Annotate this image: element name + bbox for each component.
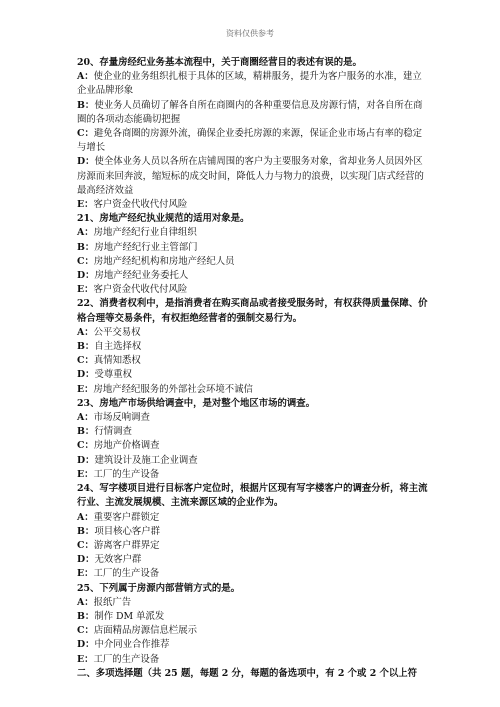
- option-text: 游离客户群界定: [93, 539, 160, 551]
- option-label: A：: [77, 412, 94, 424]
- option-text: 房地产经纪机构和房地产经纪人员: [93, 255, 235, 267]
- option-label: E：: [77, 284, 94, 296]
- question-stem: 25、下列属于房源内部营销方式的是。: [77, 582, 241, 594]
- option-e: [77, 468, 429, 482]
- option-label: D：: [77, 270, 95, 282]
- option-d: [77, 638, 429, 652]
- option-label: E：: [77, 383, 94, 395]
- question-25: [77, 582, 429, 667]
- option-text: 自主选择权: [94, 341, 142, 353]
- option-text: 受尊重权: [94, 369, 133, 381]
- option-text: 工厂的生产设备: [93, 653, 160, 665]
- option-text: 无效客户群: [94, 554, 142, 566]
- option-text: 中介同业合作推荐: [94, 639, 170, 651]
- option-e: [77, 567, 429, 581]
- option-text: 避免各商圈的房源外流，确保企业委托房源的来源，保证企业市场占有率的稳定与增长: [77, 128, 422, 154]
- option-label: B：: [77, 525, 95, 537]
- question-22: [77, 297, 429, 396]
- option-d: [77, 368, 429, 382]
- option-label: E：: [77, 199, 94, 211]
- question-stem: 23、房地产市场供给调查中，是对整个地区市场的调查。: [77, 397, 316, 409]
- option-b: [77, 610, 429, 624]
- option-label: D：: [77, 554, 95, 566]
- option-label: C：: [77, 440, 94, 452]
- document-body: [77, 56, 429, 681]
- option-a: [77, 411, 429, 425]
- option-text: 建筑设计及施工企业调查: [94, 454, 198, 466]
- option-text: 市场反响调查: [93, 412, 150, 424]
- option-label: A：: [77, 326, 94, 338]
- option-label: C：: [77, 128, 94, 140]
- option-text: 客户资金代收代付风险: [93, 199, 188, 211]
- option-label: B：: [77, 99, 95, 111]
- option-text: 房地产经纪行业自律组织: [93, 227, 197, 239]
- option-b: [77, 525, 429, 539]
- option-text: 使全体业务人员以各所在店铺周围的客户为主要服务对象，省却业务人员因外区房源而来回奔波，缩短标的成交时间，降低人力与物力的浪费，以实现门店式经营的最高经济效益: [77, 156, 424, 196]
- question-stem: 24、写字楼项目进行目标客户定位时，根据片区现有写字楼客户的调查分析，将主流行业、主流发展规模、主流来源区域的企业作为。: [77, 483, 428, 509]
- option-text: 使业务人员确切了解各自所在商圈内的各种重要信息及房源行情，对各自所在商圈的各项动态能确切把握: [77, 99, 423, 125]
- option-c: [77, 255, 429, 269]
- option-label: D：: [77, 639, 95, 651]
- option-d: [77, 454, 429, 468]
- option-label: D：: [77, 369, 95, 381]
- option-label: B：: [77, 241, 95, 253]
- option-text: 房地产经纪服务的外部社会环境不诚信: [93, 383, 253, 395]
- option-c: [77, 127, 429, 155]
- option-c: [77, 624, 429, 638]
- option-label: A：: [77, 227, 94, 239]
- option-text: 工厂的生产设备: [93, 568, 160, 580]
- option-label: C：: [77, 355, 94, 367]
- option-c: [77, 539, 429, 553]
- option-text: 房地产经纪业务委托人: [94, 270, 189, 282]
- question-stem: 20、存量房经纪业务基本流程中，关于商圈经营目的表述有误的是。: [77, 57, 362, 68]
- option-label: C：: [77, 625, 94, 637]
- option-label: E：: [77, 468, 94, 480]
- option-c: [77, 439, 429, 453]
- section-heading: 二、多项选择题（共 25 题，每题 2 分，每题的备选项中，有 2 个或 2 个以上符: [77, 667, 417, 679]
- question-stem: 22、消费者权利中，是指消费者在购买商品或者接受服务时，有权获得质量保障、价格合理等交易条件，有权拒绝经营者的强制交易行为。: [77, 298, 428, 324]
- option-a: [77, 70, 429, 98]
- question-24: [77, 482, 429, 581]
- option-text: 房地产经纪行业主管部门: [94, 241, 198, 253]
- question-21: [77, 212, 429, 297]
- option-label: B：: [77, 610, 95, 622]
- option-text: 使企业的业务组织扎根于具体的区域，精耕服务，提升为客户服务的水准，建立企业品牌形象: [77, 71, 422, 97]
- option-label: A：: [77, 596, 94, 608]
- option-a: [77, 326, 429, 340]
- option-text: 真情知悉权: [93, 355, 141, 367]
- option-label: C：: [77, 539, 94, 551]
- option-label: B：: [77, 341, 95, 353]
- page-header: 资料仅供参考: [226, 29, 274, 38]
- option-text: 行情调查: [94, 426, 132, 438]
- option-label: A：: [77, 511, 94, 523]
- option-b: [77, 425, 429, 439]
- option-label: C：: [77, 255, 94, 267]
- option-e: [77, 283, 429, 297]
- option-label: E：: [77, 568, 94, 580]
- question-23: [77, 397, 429, 482]
- option-label: B：: [77, 426, 95, 438]
- option-label: D：: [77, 156, 95, 168]
- option-label: A：: [77, 71, 94, 83]
- option-text: 房地产价格调查: [93, 440, 160, 452]
- option-label: D：: [77, 454, 95, 466]
- option-a: [77, 596, 429, 610]
- option-c: [77, 354, 429, 368]
- option-text: 制作 DM 单派发: [94, 610, 165, 622]
- option-text: 工厂的生产设备: [93, 468, 160, 480]
- question-stem: 21、房地产经纪执业规范的适用对象是。: [77, 213, 250, 225]
- option-a: [77, 511, 429, 525]
- option-text: 店面精品房源信息栏展示: [93, 625, 197, 637]
- option-label: E：: [77, 653, 94, 665]
- option-a: [77, 226, 429, 240]
- option-d: [77, 553, 429, 567]
- option-e: [77, 198, 429, 212]
- option-e: [77, 653, 429, 667]
- question-20: [77, 56, 429, 212]
- option-d: [77, 155, 429, 198]
- option-text: 客户资金代收代付风险: [93, 284, 188, 296]
- option-b: [77, 241, 429, 255]
- option-d: [77, 269, 429, 283]
- option-text: 项目核心客户群: [94, 525, 160, 537]
- option-text: 重要客户群锁定: [93, 511, 160, 523]
- option-e: [77, 383, 429, 397]
- option-b: [77, 340, 429, 354]
- option-text: 公平交易权: [93, 326, 141, 338]
- option-b: [77, 99, 429, 127]
- option-text: 报纸广告: [93, 596, 132, 608]
